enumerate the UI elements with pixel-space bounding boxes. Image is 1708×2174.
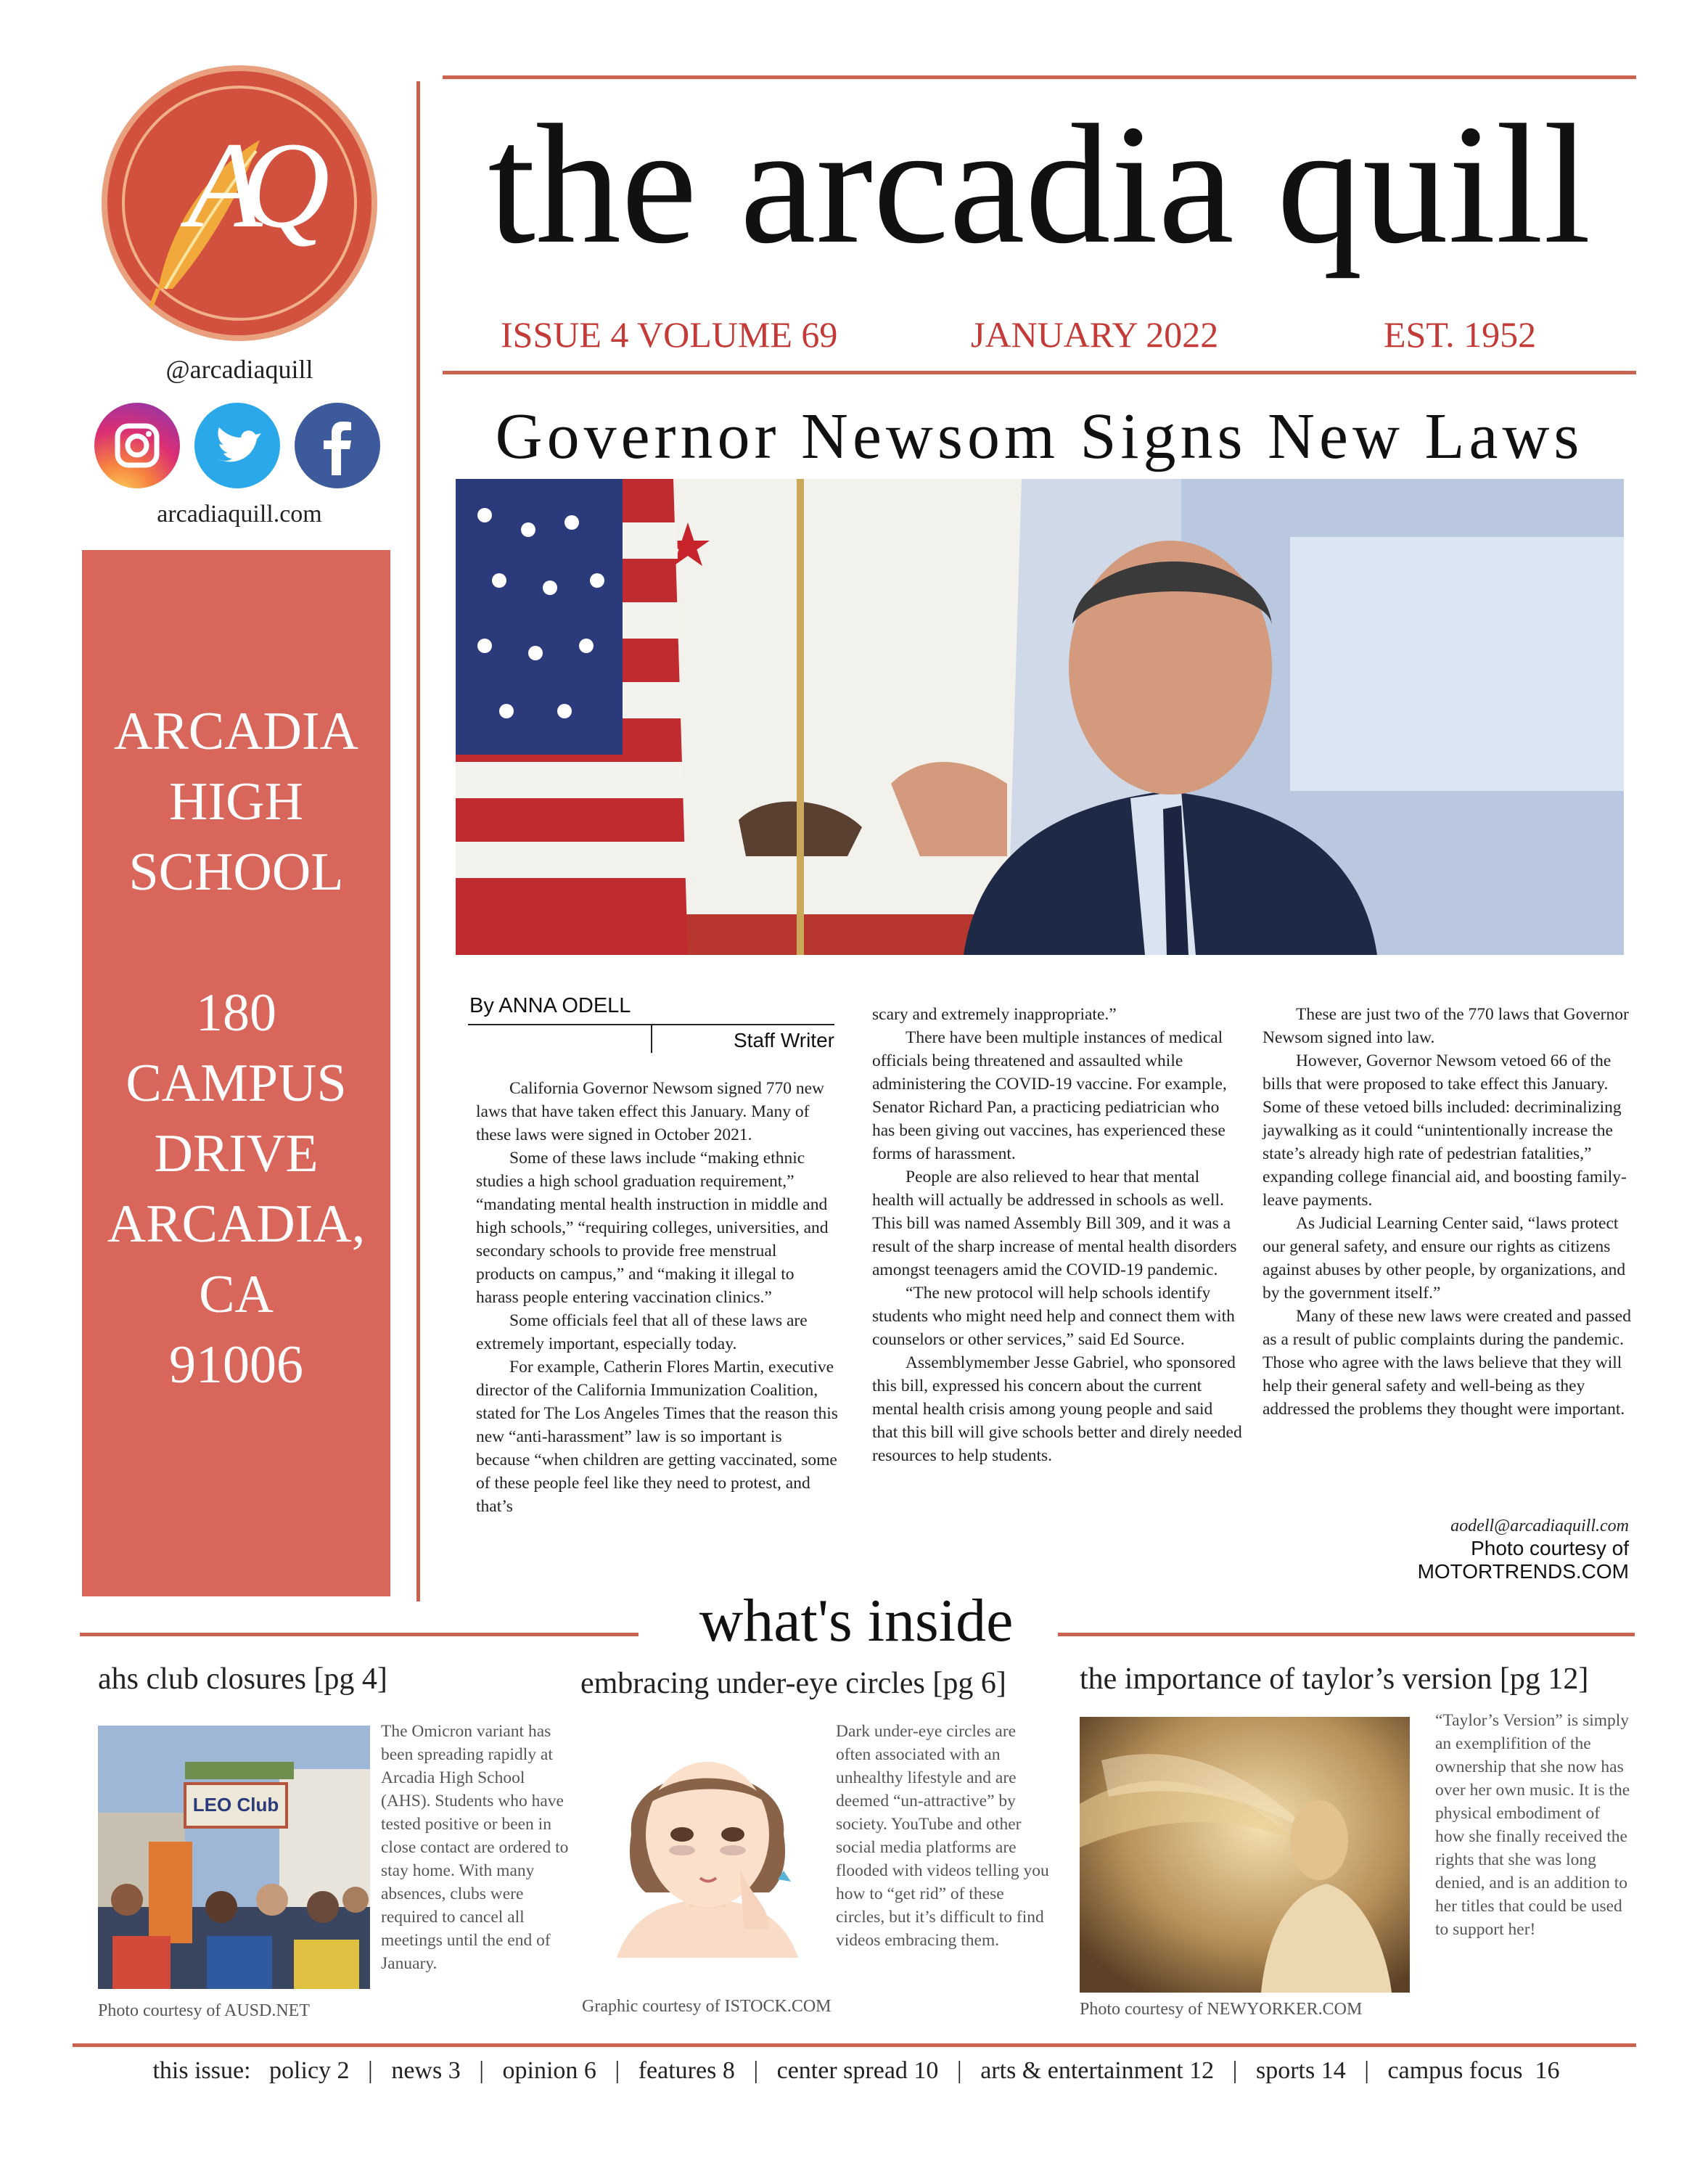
footer-rule	[73, 2043, 1636, 2047]
issue-contents-nav[interactable]: this issue: policy 2 | news 3 | opinion 6 | features 8 | center spread 10 | arts & entertainment 12 | sports 14 | campus focus 16	[152, 2057, 1560, 2084]
vertical-divider	[416, 81, 420, 1601]
article-paragraph: Some of these laws include “making ethnic studies a high school graduation requirement,” “mandating mental health instruction in middle and high schools,” “requiring colleges, universities, and secondary schools to provide free menstrual products on campus,” and “making it illegal to harass people entering vaccination clinics.”	[476, 1149, 829, 1307]
credit-taylors-version: Photo courtesy of NEWYORKER.COM	[1080, 2000, 1363, 2019]
school-line: 91006	[169, 1335, 303, 1395]
article-paragraph: scary and extremely inappropriate.”	[872, 1005, 1117, 1024]
inside-rule-left	[80, 1633, 639, 1636]
article-paragraph: However, Governor Newsom vetoed 66 of the bills that were proposed to take effect this January. Some of these vetoed bills included: decriminalizing jaywalking as it could “unintentionally increase the state’s already high rate of pedestrian fatalities,” expanding college financial aid, and boosting family-leave payments.	[1262, 1051, 1627, 1210]
leo-club-sign: LEO Club	[192, 1794, 279, 1816]
article-column-3	[1262, 1003, 1633, 1421]
article-column-1	[476, 1077, 839, 1518]
author-email[interactable]: aodell@arcadiaquill.com	[1450, 1517, 1629, 1535]
masthead-top-rule	[443, 75, 1636, 79]
school-line: HIGH	[169, 772, 303, 832]
issue-date: JANUARY 2022	[971, 314, 1219, 355]
inside-rule-right	[1058, 1633, 1635, 1636]
main-photo-credit: Photo courtesy of MOTORTRENDS.COM	[1417, 1537, 1629, 1583]
school-line: ARCADIA	[113, 702, 359, 761]
school-line: 180	[196, 983, 276, 1043]
masthead-bottom-rule	[443, 371, 1636, 374]
article-paragraph: Some officials feel that all of these laws are extremely important, especially today.	[476, 1311, 808, 1353]
article-column-2	[872, 1003, 1242, 1467]
school-address-text	[82, 697, 390, 1400]
club-closures-photo	[98, 1726, 370, 1989]
article-headline: Governor Newsom Signs New Laws	[495, 401, 1584, 472]
school-line: DRIVE	[154, 1124, 319, 1184]
governor-photo	[456, 479, 1624, 955]
article-byline: By ANNA ODELL	[469, 994, 631, 1017]
author-role: Staff Writer	[733, 1029, 834, 1051]
teaser-title-under-eye[interactable]: embracing under-eye circles [pg 6]	[580, 1667, 1006, 1700]
article-paragraph: There have been multiple instances of medical officials being threatened and assaulted while administering the COVID-19 vaccine. For example, Senator Richard Pan, a practicing pediatrician who has been giving out vaccines, has experienced these forms of harassment.	[872, 1028, 1227, 1163]
article-paragraph: “The new protocol will help schools identify students who might need help and connect them with counselors or other services,” said Ed Source.	[872, 1284, 1235, 1349]
teaser-title-taylors-version[interactable]: the importance of taylor’s version [pg 12]	[1080, 1662, 1589, 1696]
article-paragraph: People are also relieved to hear that mental health will actually be addressed in schools as well. This bill was named Assembly Bill 309, and it was a result of the sharp increase of mental health disorders amongst teenagers amid the COVID-19 pandemic.	[872, 1168, 1237, 1279]
school-line: SCHOOL	[128, 842, 344, 902]
credit-club-closures: Photo courtesy of AUSD.NET	[98, 2001, 310, 2020]
teaser-text-club-closures: The Omicron variant has been spreading rapidly at Arcadia High School (AHS). Students who have tested positive or been in close contact are ordered to stay home. With many absences, clubs were required to cancel all meetings until the end of January.	[381, 1722, 569, 1973]
whats-inside-heading: what's inside	[699, 1587, 1014, 1654]
article-paragraph: For example, Catherin Flores Martin, executive director of the California Immunization Coalition, stated for The Los Angeles Times that the reason this new “anti-harassment” law is so important is because “when children are getting vaccinated, some of these people feel like they need to protest, and that’s	[476, 1358, 838, 1516]
school-line: CAMPUS	[126, 1054, 347, 1113]
under-eye-graphic	[588, 1726, 827, 1958]
school-line: CA	[199, 1265, 274, 1324]
arcadia-quill-logo	[102, 65, 377, 341]
logo-letters: AQ	[187, 117, 308, 253]
masthead-title: the arcadia quill	[488, 90, 1591, 279]
credit-under-eye: Graphic courtesy of ISTOCK.COM	[582, 1997, 832, 2016]
article-paragraph: California Governor Newsom signed 770 new laws that have taken effect this January. Many of these laws were signed in October 2021.	[476, 1079, 825, 1144]
school-line: ARCADIA,	[107, 1194, 366, 1254]
byline-tick	[651, 1024, 652, 1053]
article-paragraph: Many of these new laws were created and passed as a result of public complaints during the pandemic. Those who agree with the laws believe that they will help their general safety and well-being as they addressed the problems they thought were important.	[1262, 1307, 1631, 1419]
teaser-title-club-closures[interactable]: ahs club closures [pg 4]	[98, 1662, 387, 1696]
website-link[interactable]: arcadiaquill.com	[157, 501, 322, 528]
instagram-icon[interactable]	[94, 403, 180, 488]
taylors-version-photo	[1080, 1717, 1410, 1993]
established-year: EST. 1952	[1384, 314, 1537, 355]
issue-volume: ISSUE 4 VOLUME 69	[501, 314, 838, 355]
article-paragraph: As Judicial Learning Center said, “laws protect our general safety, and ensure our rights as citizens against abuses by other people, by organizations, and by the government itself.”	[1262, 1214, 1626, 1303]
teaser-text-under-eye: Dark under-eye circles are often associated with an unhealthy lifestyle and are deemed “un-attractive” by society. YouTube and other social media platforms are flooded with videos telling you how to “get rid” of these circles, but it’s difficult to find videos embracing them.	[836, 1722, 1049, 1950]
teaser-text-taylors-version: “Taylor’s Version” is simply an exemplifition of the ownership that she now has over her own music. It is the physical embodiment of how she finally received the rights that she was long denied, and is an addition to her titles that could be used to support her!	[1435, 1711, 1630, 1939]
social-handle: @arcadiaquill	[165, 355, 313, 384]
facebook-icon[interactable]	[295, 403, 380, 488]
article-paragraph: These are just two of the 770 laws that Governor Newsom signed into law.	[1262, 1005, 1629, 1047]
article-paragraph: Assemblymember Jesse Gabriel, who sponsored this bill, expressed his concern about the current mental health crisis among young people and said that this bill will give schools better and direly needed resources to help students.	[872, 1353, 1242, 1465]
twitter-icon[interactable]	[194, 403, 280, 488]
